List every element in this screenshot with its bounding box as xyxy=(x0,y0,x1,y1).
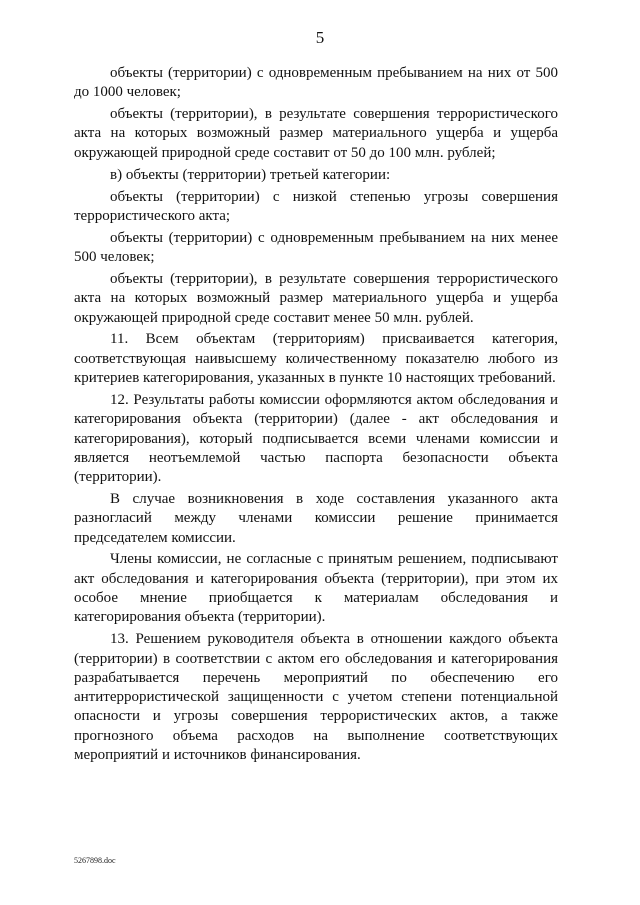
paragraph: 12. Результаты работы комиссии оформляются актом обследования и категорирования объекта (территории) (далее - акт обследования и категорирования), который подписывается всеми членами комиссии и является неотъемлемой частью паспорта безопасности объекта (территории). xyxy=(74,391,558,486)
paragraph: объекты (территории), в результате совершения террористического акта на которых возможный размер материального ущерба и ущерба окружающей природной среде составит от 50 до 100 млн. рублей; xyxy=(74,106,558,161)
paragraph: Члены комиссии, не согласные с принятым решением, подписывают акт обследования и категорирования объекта (территории), при этом их особое мнение приобщается к материалам обследования и категорирования объекта (территории). xyxy=(74,551,558,626)
paragraph: объекты (территории), в результате совершения террористического акта на которых возможный размер материального ущерба и ущерба окружающей природной среде составит менее 50 млн. рублей. xyxy=(74,270,558,326)
footer-file-reference: 5267898.doc xyxy=(74,856,116,865)
paragraph: в) объекты (территории) третьей категории: xyxy=(110,166,391,183)
paragraph: объекты (территории) с одновременным пребыванием на них от 500 до 1000 человек; xyxy=(74,65,558,101)
page-number: 5 xyxy=(315,28,325,47)
document-body xyxy=(74,64,558,768)
paragraph: объекты (территории) с одновременным пребыванием на них менее 500 человек; xyxy=(74,229,558,266)
paragraph: В случае возникновения в ходе составления указанного акта разногласий между членами комиссии решение принимается председателем комиссии. xyxy=(74,490,558,546)
paragraph: 13. Решением руководителя объекта в отношении каждого объекта (территории) в соответствии с актом его обследования и категорирования разрабатывается перечень мероприятий по обеспечению его антитеррористической защищенности с учетом степени потенциальной опасности и угрозы совершения террористических актов, а также прогнозного объема расходов на выполнение соответствующих мероприятий и источников финансирования. xyxy=(74,631,558,764)
paragraph: объекты (территории) с низкой степенью угрозы совершения террористического акта; xyxy=(74,188,558,224)
paragraph: 11. Всем объектам (территориям) присваивается категория, соответствующая наивысшему количественному показателю любого из критериев категорирования, указанных в пункте 10 настоящих требований. xyxy=(74,331,558,387)
